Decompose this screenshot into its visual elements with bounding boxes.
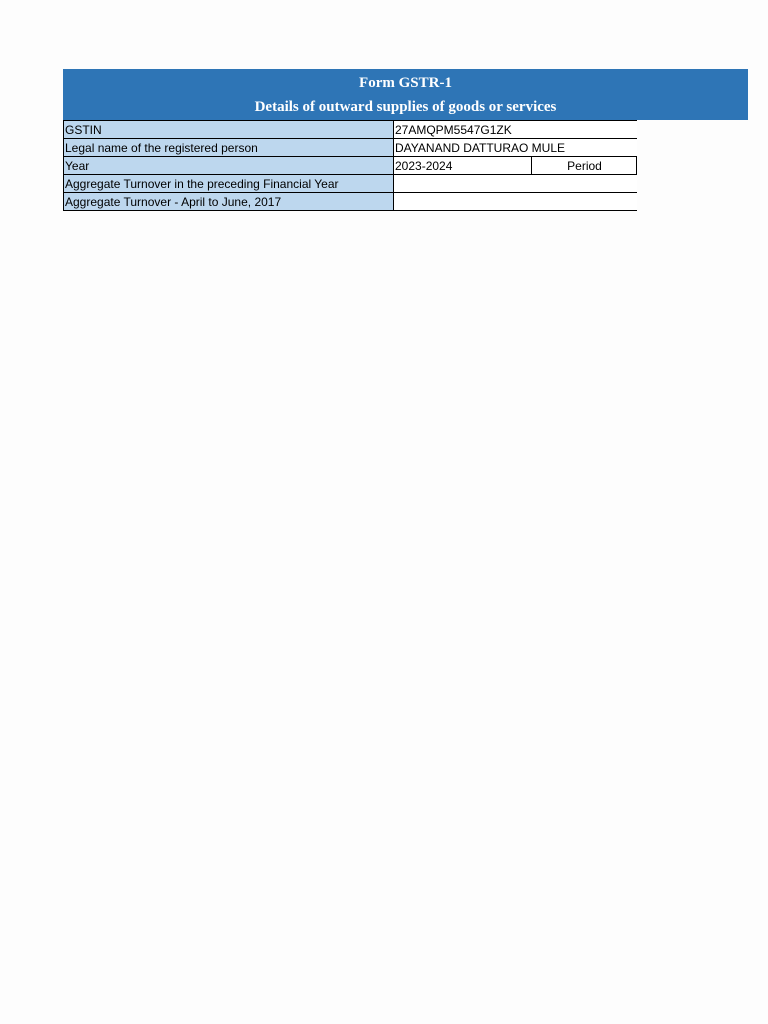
table-row [64,121,637,139]
table-row [64,175,637,193]
table-row [64,139,637,157]
form-header [63,69,748,120]
table-row [64,157,637,175]
aggregate-turnover-april-june-label: Aggregate Turnover - April to June, 2017 [64,193,394,211]
legal-name-value[interactable]: DAYANAND DATTURAO MULE [394,139,637,157]
table-row [64,193,637,211]
year-value[interactable]: 2023-2024 [394,157,532,175]
aggregate-turnover-april-june-value[interactable] [394,193,637,211]
aggregate-turnover-preceding-value[interactable] [394,175,637,193]
period-cell[interactable]: Period [532,157,637,175]
form-subtitle: Details of outward supplies of goods or services [254,99,557,115]
form-title: Form GSTR-1 [359,75,452,91]
registration-details-table [63,120,637,211]
gstin-value[interactable]: 27AMQPM5547G1ZK [394,121,637,139]
legal-name-label: Legal name of the registered person [64,139,394,157]
aggregate-turnover-preceding-label: Aggregate Turnover in the preceding Financial Year [64,175,394,193]
gstin-label: GSTIN [64,121,394,139]
year-label: Year [64,157,394,175]
